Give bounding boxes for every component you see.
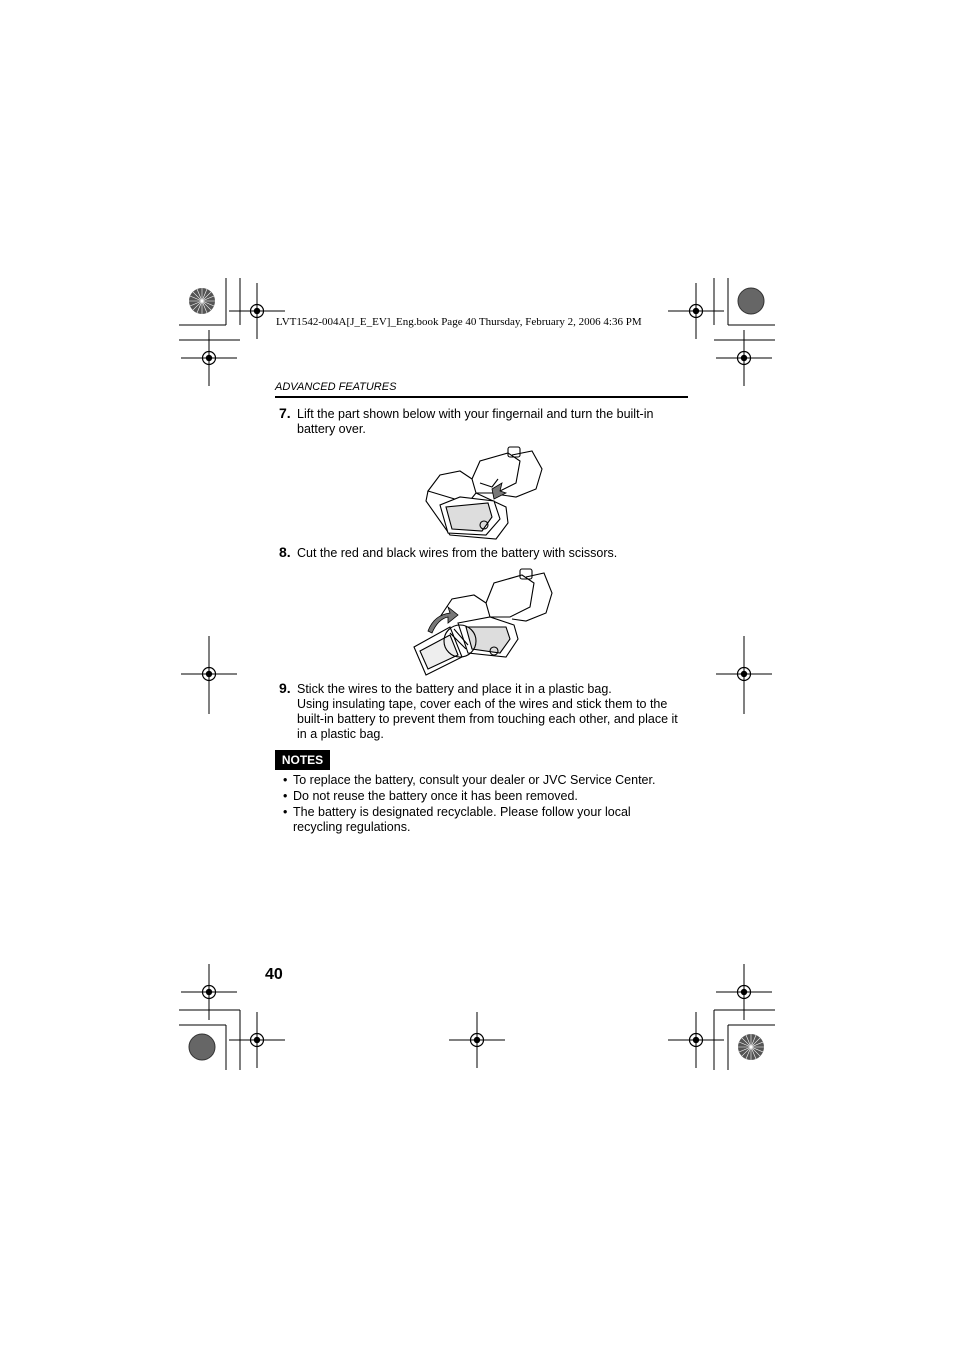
section-title: ADVANCED FEATURES [275, 381, 397, 393]
page-number: 40 [265, 966, 283, 983]
note-text: The battery is designated recyclable. Please follow your local recycling regulations. [293, 805, 631, 834]
section-rule [275, 396, 688, 398]
print-file-info: LVT1542-004A[J_E_EV]_Eng.book Page 40 Thursday, February 2, 2006 4:36 PM [276, 316, 642, 328]
illustration-cut-wires [410, 567, 555, 679]
bullet-icon: • [283, 789, 288, 803]
bullet-icon: • [283, 805, 288, 819]
step-7-text: Lift the part shown below with your fingernail and turn the built-in battery over. [297, 407, 654, 436]
step-7-number: 7. [279, 405, 291, 421]
step-9-text [297, 682, 689, 742]
step-9-line-1: Stick the wires to the battery and place it in a plastic bag. [297, 682, 612, 696]
illustration-lift-battery [420, 443, 550, 543]
note-item [283, 789, 683, 804]
step-8-number: 8. [279, 544, 291, 560]
step-9-number: 9. [279, 680, 291, 696]
bullet-icon: • [283, 773, 288, 787]
step-8-text: Cut the red and black wires from the battery with scissors. [297, 546, 618, 560]
note-item [283, 773, 683, 788]
note-item [283, 805, 683, 835]
note-text: To replace the battery, consult your dealer or JVC Service Center. [293, 773, 656, 787]
step-9-line-2: Using insulating tape, cover each of the wires and stick them to the built-in battery to prevent them from touching each other, and place it in a plastic bag. [297, 697, 678, 741]
notes-badge: NOTES [275, 750, 330, 770]
note-text: Do not reuse the battery once it has been removed. [293, 789, 578, 803]
